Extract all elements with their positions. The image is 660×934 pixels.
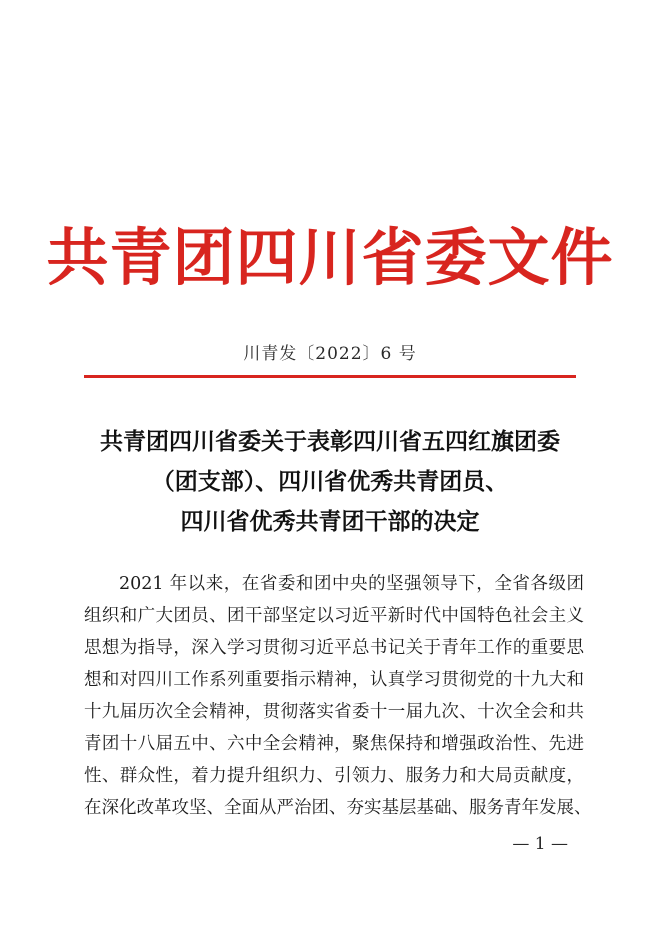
document-number: 川青发〔2022〕6 号 <box>243 344 417 364</box>
body-line: 十九届历次全会精神，贯彻落实省委十一届九次、十次全会和共 <box>84 702 584 722</box>
body-line: 想和对四川工作系列重要指示精神，认真学习贯彻党的十九大和 <box>84 670 584 690</box>
body-line: 青团十八届五中、六中全会精神，聚焦保持和增强政治性、先进 <box>84 734 584 754</box>
document-title <box>60 422 600 542</box>
body-line: 在深化改革攻坚、全面从严治团、夯实基层基础、服务青年发展、 <box>84 798 592 818</box>
body-line: 2021 年以来，在省委和团中央的坚强领导下，全省各级团 <box>119 574 584 594</box>
title-line: （团支部）、四川省优秀共青团员、 <box>151 469 509 495</box>
title-line: 四川省优秀共青团干部的决定 <box>180 509 480 535</box>
page-number: — 1 — <box>512 834 568 854</box>
body-paragraph <box>84 568 592 824</box>
red-divider-line <box>84 375 576 378</box>
body-line: 思想为指导，深入学习贯彻习近平总书记关于青年工作的重要思 <box>84 638 584 658</box>
red-masthead-header: 共青团四川省委文件 <box>46 221 614 294</box>
body-line: 性、群众性，着力提升组织力、引领力、服务力和大局贡献度， <box>84 766 584 786</box>
body-line: 组织和广大团员、团干部坚定以习近平新时代中国特色社会主义 <box>84 606 584 626</box>
title-line: 共青团四川省委关于表彰四川省五四红旗团委 <box>100 429 560 455</box>
